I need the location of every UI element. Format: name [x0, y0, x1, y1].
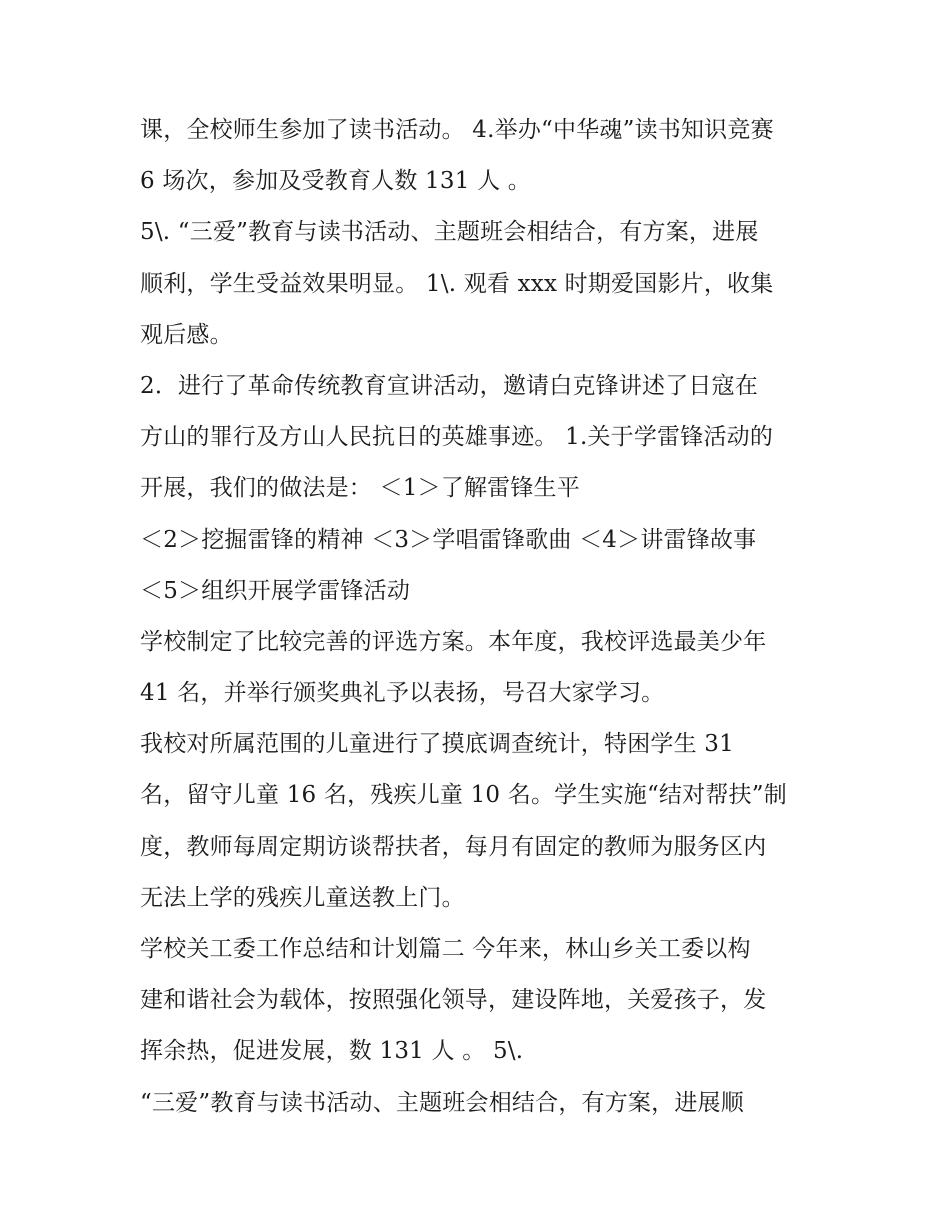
text-line: 挥余热，促进发展，数 131 人 。 5\.: [140, 1038, 524, 1065]
text-line: 名，留守儿童 16 名，残疾儿童 10 名。学生实施“结对帮扶”制: [140, 782, 787, 809]
text-line: 2．进行了革命传统教育宣讲活动，邀请白克锋讲述了日寇在: [140, 372, 759, 399]
text-line: “三爱”教育与读书活动、主题班会相结合，有方案，进展顺: [140, 1089, 744, 1116]
text-line: 6 场次，参加及受教育人数 131 人 。: [140, 168, 531, 195]
text-line: 我校对所属范围的儿童进行了摸底调查统计，特困学生 31: [140, 731, 734, 758]
text-line: ＜5＞组织开展学雷锋活动: [140, 577, 411, 604]
text-line: 学校关工委工作总结和计划篇二 今年来，林山乡关工委以构: [140, 936, 751, 962]
text-line: 建和谐社会为载体，按照强化领导，建设阵地，关爱孩子，发: [140, 987, 767, 1014]
text-line: 度，教师每周定期访谈帮扶者，每月有固定的教师为服务区内: [140, 833, 767, 860]
text-line: 观后感。: [140, 321, 233, 348]
text-line: 5\. “三爱”教育与读书活动、主题班会相结合，有方案，进展: [140, 219, 759, 246]
text-line: 学校制定了比较完善的评选方案。本年度，我校评选最美少年: [140, 628, 767, 655]
text-line: 课，全校师生参加了读书活动。 4.举办“中华魂”读书知识竞赛: [140, 117, 774, 143]
body-text: [140, 108, 830, 1132]
text-line: 无法上学的残疾儿童送教上门。: [140, 884, 465, 911]
text-line: 开展，我们的做法是： ＜1＞了解雷锋生平: [140, 475, 580, 502]
text-line: 顺利，学生受益效果明显。 1\. 观看 xxx 时期爱国影片，收集: [140, 270, 774, 297]
text-line: 41 名，并举行颁奖典礼予以表扬，号召大家学习。: [140, 680, 665, 707]
text-line: ＜2＞挖掘雷锋的精神 ＜3＞学唱雷锋歌曲 ＜4＞讲雷锋故事: [140, 526, 757, 553]
text-line: 方山的罪行及方山人民抗日的英雄事迹。 1.关于学雷锋活动的: [140, 424, 774, 451]
